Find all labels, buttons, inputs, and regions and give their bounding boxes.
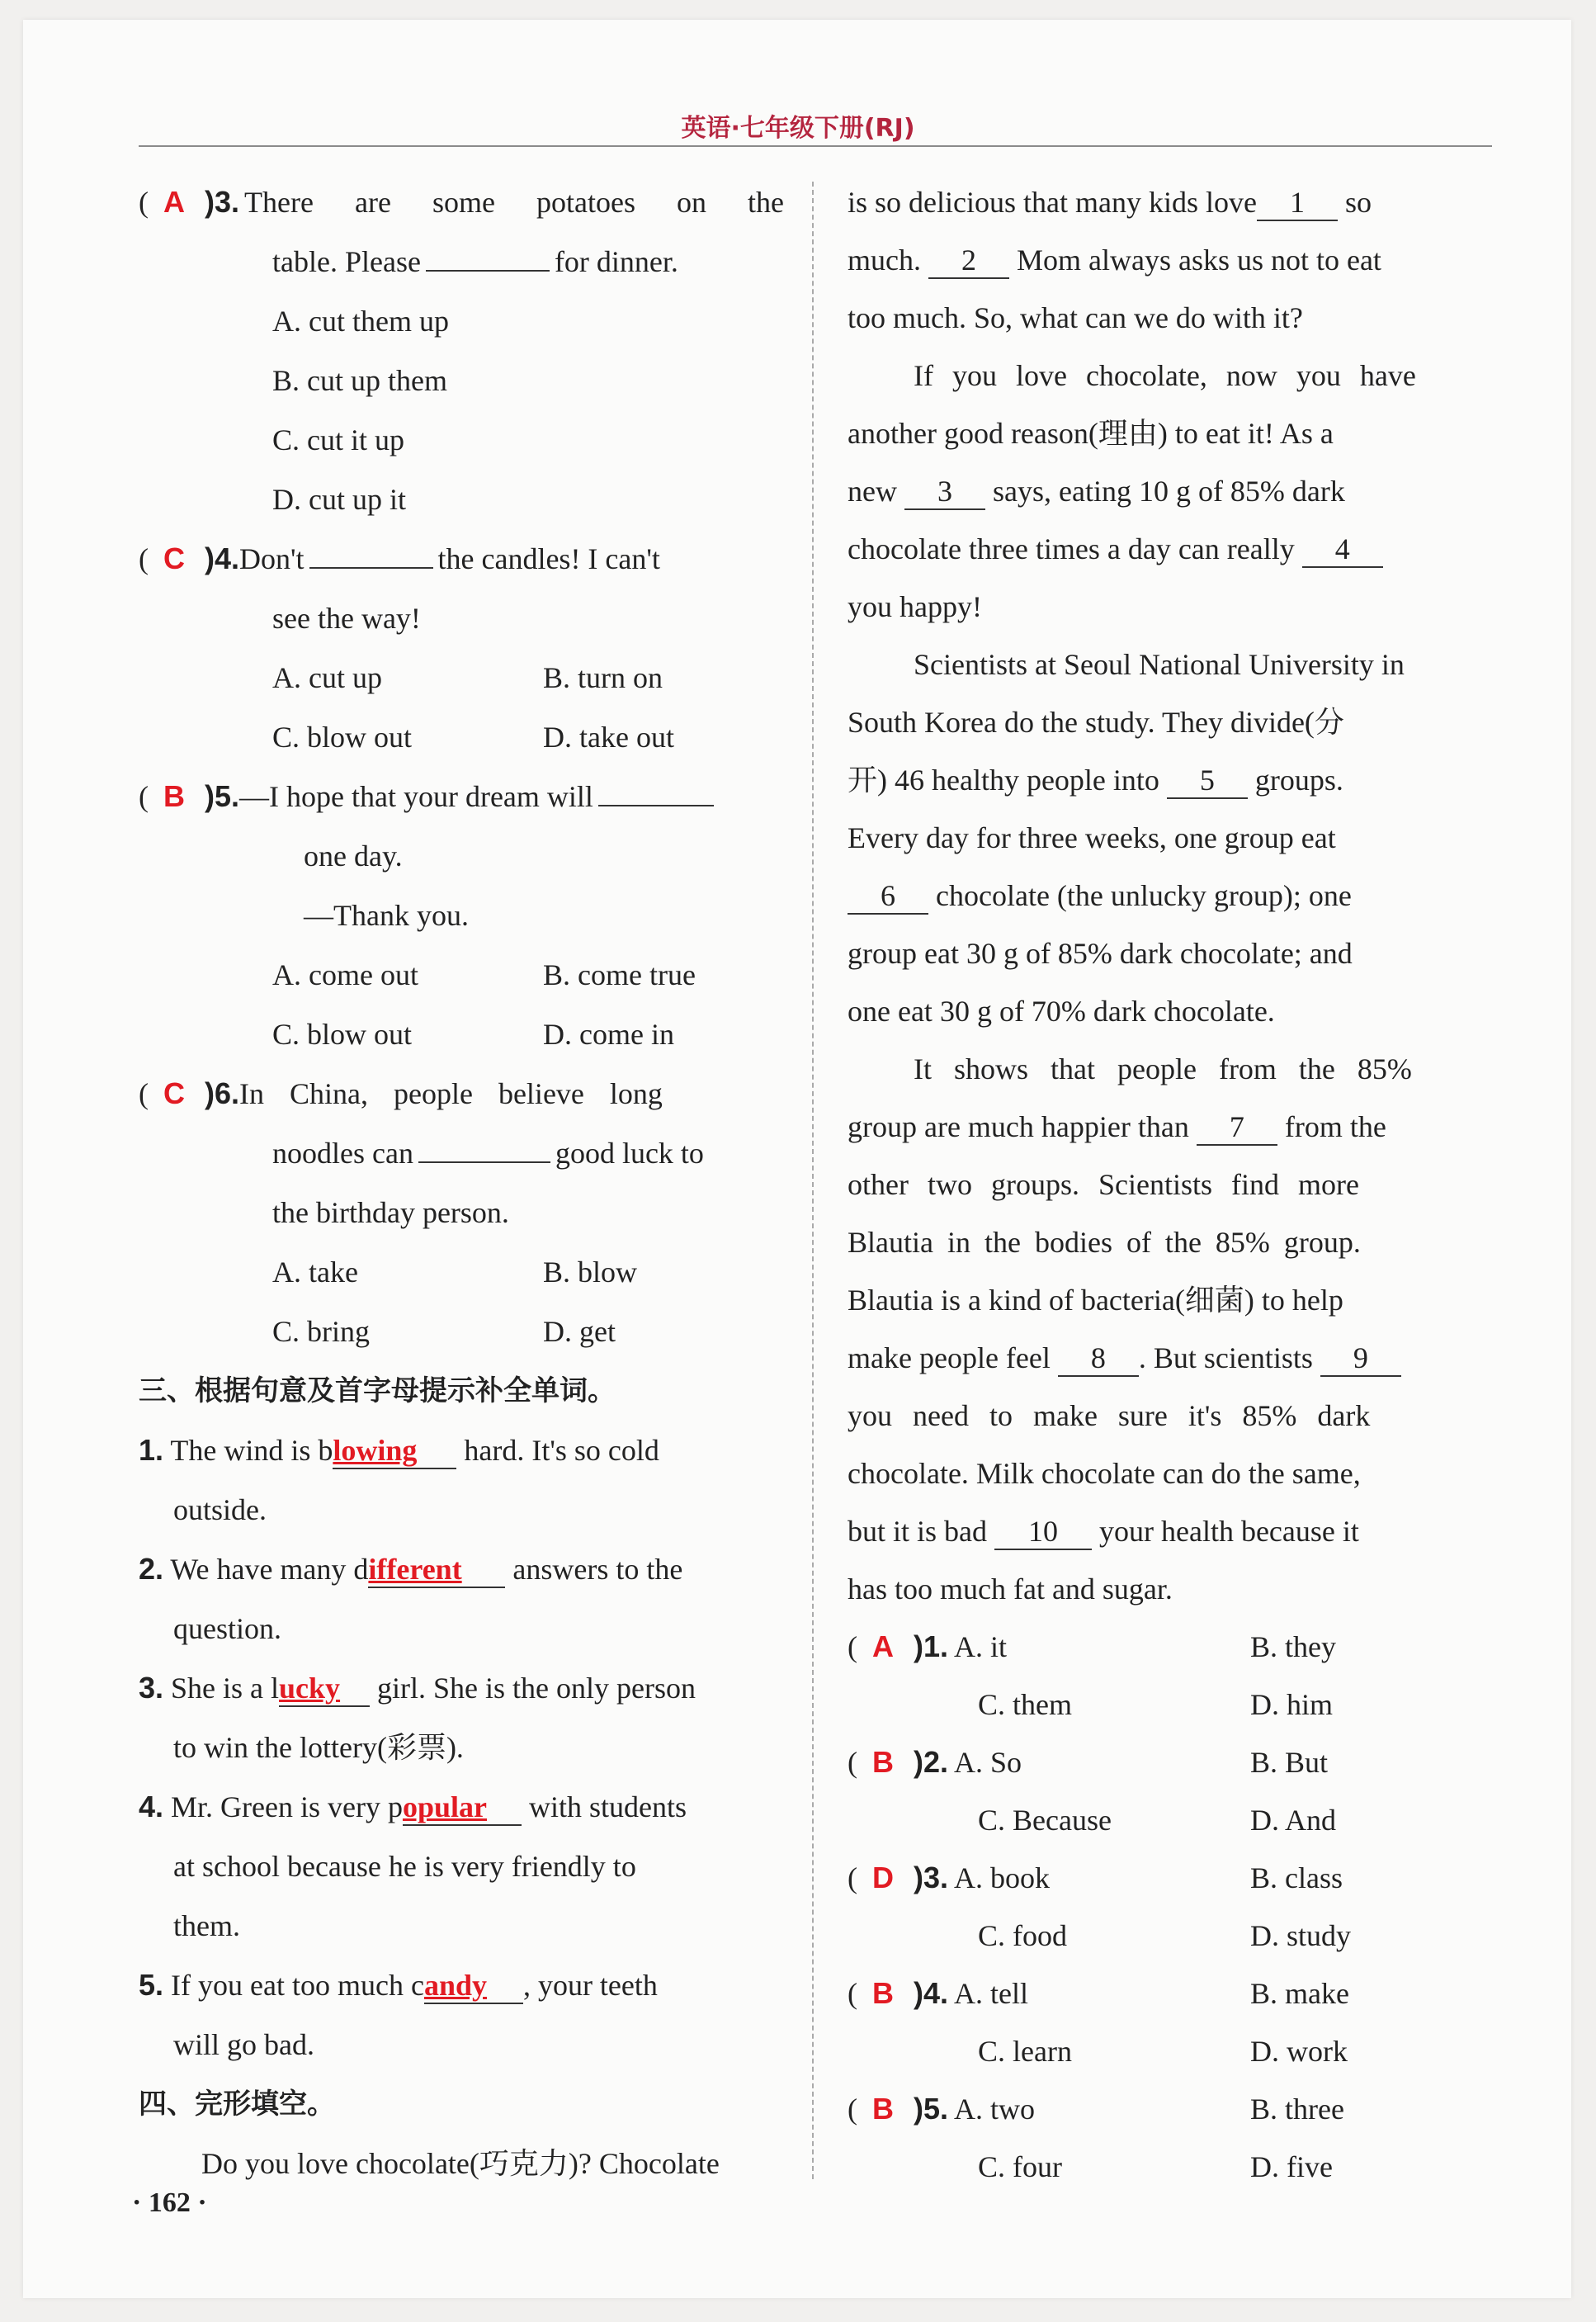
cloze-blank-7: 7: [1197, 1106, 1277, 1146]
passage-line1: is so delicious that many kids love 1 so: [848, 173, 1493, 231]
cloze-blank-9: 9: [1320, 1337, 1401, 1377]
q5-option-d: D. come in: [543, 1018, 674, 1051]
s3-item1-fill: lowing: [333, 1434, 418, 1467]
q4-line1: ( C )4.Don't the candles! I can't: [139, 530, 784, 588]
cloze-q4-option-d: D. work: [1250, 2035, 1348, 2068]
passage-line12: Every day for three weeks, one group eat: [848, 821, 1336, 854]
q5-line3: —Thank you.: [304, 899, 469, 932]
passage-line22: you need to make sure it's 85% dark: [848, 1399, 1371, 1432]
cloze-q5-answer: B: [872, 2092, 894, 2126]
column-divider: [812, 182, 814, 2179]
passage-line8: you happy!: [848, 590, 982, 623]
passage-line11: 开) 46 healthy people into 5 groups.: [848, 751, 1493, 809]
q3-option-d: D. cut up it: [272, 483, 406, 516]
cloze-blank-2: 2: [928, 239, 1009, 279]
cloze-q5-option-b: B. three: [1250, 2093, 1344, 2126]
passage-line6: new 3 says, eating 10 g of 85% dark: [848, 462, 1493, 520]
q5-line1: ( B )5.—I hope that your dream will: [139, 768, 784, 825]
q3-option-c: C. cut it up: [272, 423, 404, 456]
passage-line24: but it is bad 10 your health because it: [848, 1502, 1493, 1560]
q6-option-c: C. bring: [272, 1315, 371, 1348]
cloze-blank-8: 8: [1058, 1337, 1139, 1377]
cloze-blank-1: 1: [1257, 182, 1338, 221]
s3-item2: 2. We have many different answers to the: [139, 1540, 784, 1598]
cloze-q3-answer: D: [872, 1861, 894, 1894]
q6-option-b: B. blow: [543, 1256, 638, 1289]
s3-item2-cont: question.: [173, 1612, 281, 1645]
q4-blank: [309, 531, 433, 569]
q3-stem: There are some potatoes on the: [244, 186, 784, 219]
cloze-blank-3: 3: [904, 471, 985, 510]
cloze-q1-option-d: D. him: [1250, 1688, 1334, 1721]
q3-answer: A: [163, 185, 185, 219]
passage-line23: chocolate. Milk chocolate can do the same,: [848, 1457, 1361, 1490]
passage-line15: one eat 30 g of 70% dark chocolate.: [848, 995, 1275, 1028]
passage-line2: much. 2 Mom always asks us not to eat: [848, 231, 1493, 289]
passage-line4: If you love chocolate, now you have: [914, 359, 1416, 392]
s3-item3-cont: to win the lottery(彩票).: [173, 1731, 464, 1764]
cloze-blank-4: 4: [1302, 528, 1383, 568]
s3-item5: 5. If you eat too much candy , your teeth: [139, 1956, 784, 2014]
q6-blank: [418, 1125, 550, 1163]
q5-option-a: A. come out: [272, 958, 418, 991]
passage-line13: 6 chocolate (the unlucky group); one: [848, 867, 1493, 925]
cloze-q3-option-c: C. food: [978, 1919, 1067, 1952]
cloze-blank-10: 10: [994, 1511, 1092, 1550]
passage-line3: too much. So, what can we do with it?: [848, 301, 1303, 334]
cloze-blank-6: 6: [848, 875, 928, 915]
q3-blank: [426, 234, 550, 272]
q3-option-b: B. cut up them: [272, 364, 447, 397]
page-number: · 162 ·: [132, 2187, 207, 2218]
cloze-q4: ( B )4. A. tell: [848, 1965, 1493, 2022]
cloze-q5-option-d: D. five: [1250, 2150, 1333, 2183]
q3-line2: table. Please for dinner.: [272, 233, 784, 291]
q4-option-c: C. blow out: [272, 721, 413, 754]
cloze-q1: ( A )1. A. it: [848, 1618, 1493, 1676]
cloze-q4-option-c: C. learn: [978, 2035, 1072, 2068]
q6-option-d: D. get: [543, 1315, 616, 1348]
section4-title: 四、完形填空。: [139, 2088, 335, 2121]
page-header-title: 英语·七年级下册(RJ): [681, 114, 915, 143]
s3-item4-cont2: them.: [173, 1909, 240, 1942]
cloze-q1-answer: A: [872, 1629, 894, 1663]
cloze-q1-option-c: C. them: [978, 1688, 1072, 1721]
q4-answer: C: [163, 541, 185, 575]
s3-item1-cont: outside.: [173, 1493, 267, 1526]
q3-line1: ( A )3. There are some potatoes on the: [139, 173, 784, 231]
passage-line25: has too much fat and sugar.: [848, 1572, 1173, 1606]
cloze-blank-5: 5: [1167, 759, 1248, 799]
s3-item5-cont: will go bad.: [173, 2028, 314, 2061]
q3-option-a: A. cut them up: [272, 305, 449, 338]
s3-item4: 4. Mr. Green is very popular with students: [139, 1778, 784, 1836]
passage-line19: Blautia in the bodies of the 85% group.: [848, 1226, 1361, 1259]
cloze-q2-option-b: B. But: [1250, 1746, 1329, 1779]
q4-line2: see the way!: [272, 602, 421, 635]
cloze-q2-option-d: D. And: [1250, 1804, 1337, 1837]
cloze-q2: ( B )2. A. So: [848, 1733, 1493, 1791]
cloze-q4-option-b: B. make: [1250, 1977, 1349, 2010]
q6-line1: ( C )6.In China, people believe long: [139, 1065, 784, 1123]
cloze-q5: ( B )5. A. two: [848, 2080, 1493, 2138]
q4-option-d: D. take out: [543, 721, 674, 754]
passage-line10: South Korea do the study. They divide(分: [848, 706, 1344, 739]
cloze-q2-option-c: C. Because: [978, 1804, 1112, 1837]
header-rule: [139, 145, 1492, 147]
cloze-q3-option-b: B. class: [1250, 1861, 1343, 1894]
q5-blank: [598, 768, 714, 806]
s3-item1: 1. The wind is blowing hard. It's so cold: [139, 1421, 784, 1479]
s3-item2-fill: ifferent: [368, 1553, 462, 1586]
q5-line2: one day.: [304, 839, 403, 873]
q4-option-b: B. turn on: [543, 661, 663, 694]
q5-option-b: B. come true: [543, 958, 696, 991]
passage-line5: another good reason(理由) to eat it! As a: [848, 417, 1334, 450]
cloze-q3-option-d: D. study: [1250, 1919, 1352, 1952]
s3-item4-cont: at school because he is very friendly to: [173, 1850, 636, 1883]
q5-option-c: C. blow out: [272, 1018, 413, 1051]
passage-line9: Scientists at Seoul National University in: [914, 648, 1405, 681]
q6-line3: the birthday person.: [272, 1196, 509, 1229]
q5-answer: B: [163, 779, 185, 813]
s3-item3-fill: ucky: [279, 1672, 341, 1705]
cloze-q5-option-c: C. four: [978, 2150, 1062, 2183]
cloze-intro: Do you love chocolate(巧克力)? Chocolate: [201, 2147, 720, 2180]
passage-line7: chocolate three times a day can really 4: [848, 520, 1493, 578]
passage-line16: It shows that people from the 85%: [914, 1052, 1412, 1085]
s3-item5-fill: andy: [423, 1969, 487, 2002]
q4-option-a: A. cut up: [272, 661, 382, 694]
cloze-q3: ( D )3. A. book: [848, 1849, 1493, 1907]
s3-item4-fill: opular: [402, 1790, 487, 1823]
passage-line14: group eat 30 g of 85% dark chocolate; and: [848, 937, 1353, 970]
cloze-q2-answer: B: [872, 1745, 894, 1779]
passage-line21: make people feel 8 . But scientists 9: [848, 1329, 1493, 1387]
passage-line18: other two groups. Scientists find more: [848, 1168, 1359, 1201]
s3-item3: 3. She is a lucky girl. She is the only person: [139, 1659, 784, 1717]
section3-title: 三、根据句意及首字母提示补全单词。: [139, 1374, 616, 1407]
cloze-q1-option-b: B. they: [1250, 1630, 1336, 1663]
q6-line2: noodles can good luck to: [272, 1124, 784, 1182]
passage-line17: group are much happier than 7 from the: [848, 1098, 1493, 1156]
passage-line20: Blautia is a kind of bacteria(细菌) to help: [848, 1284, 1343, 1317]
cloze-q4-answer: B: [872, 1976, 894, 2010]
q6-option-a: A. take: [272, 1256, 358, 1289]
q6-answer: C: [163, 1076, 185, 1110]
